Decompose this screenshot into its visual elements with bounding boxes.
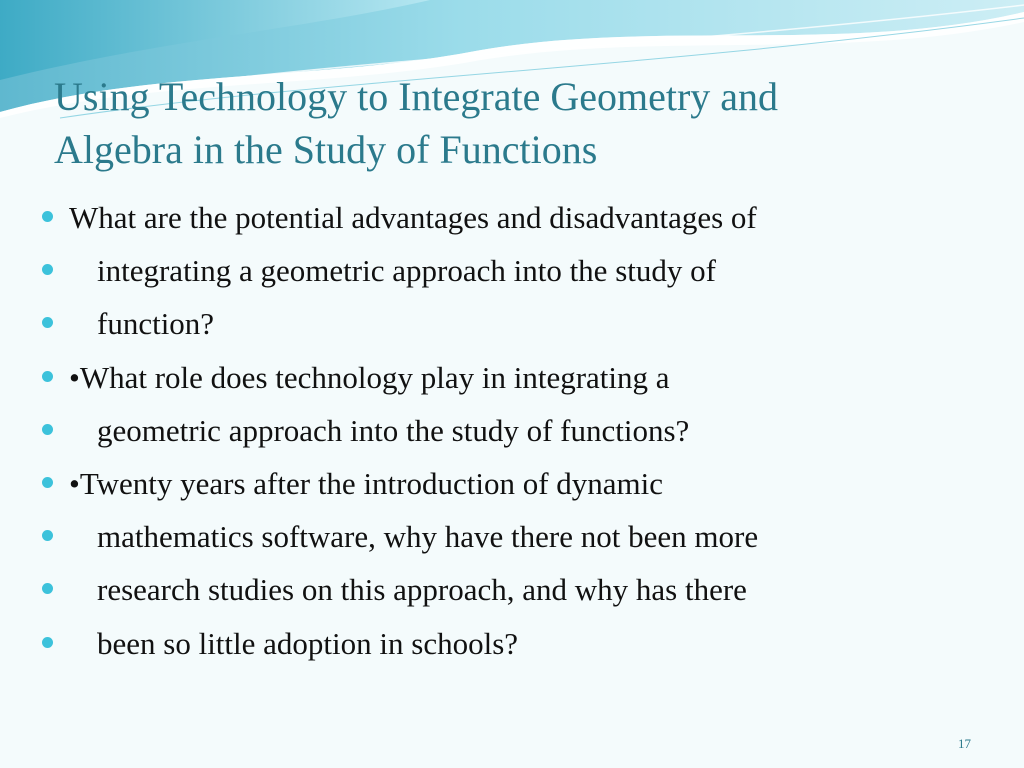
slide-title-line-1: Using Technology to Integrate Geometry and bbox=[54, 74, 779, 119]
bullet-item bbox=[42, 617, 1002, 670]
bullet-dot-icon bbox=[42, 583, 53, 594]
bullet-dot-icon bbox=[42, 211, 53, 222]
bullet-dot-icon bbox=[42, 530, 53, 541]
bullet-text: geometric approach into the study of functions? bbox=[97, 412, 690, 448]
bullet-item bbox=[42, 510, 1002, 563]
slide-title bbox=[54, 70, 954, 176]
bullet-item bbox=[42, 563, 1002, 616]
bullet-text: integrating a geometric approach into the study of bbox=[97, 253, 716, 289]
page-number: 17 bbox=[958, 736, 971, 751]
bullet-item bbox=[42, 404, 1002, 457]
bullet-text: research studies on this approach, and why has there bbox=[97, 572, 747, 608]
bullet-dot-icon bbox=[42, 424, 53, 435]
bullet-text: mathematics software, why have there not been more bbox=[97, 519, 759, 555]
bullet-text: What are the potential advantages and disadvantages of bbox=[69, 200, 757, 235]
bullet-item bbox=[42, 351, 1002, 404]
bullet-text: •Twenty years after the introduction of dynamic bbox=[69, 465, 664, 501]
bullet-text: function? bbox=[97, 306, 215, 342]
bullet-item bbox=[42, 457, 1002, 510]
bullet-list bbox=[42, 191, 1002, 670]
bullet-item bbox=[42, 297, 1002, 350]
bullet-item bbox=[42, 191, 1002, 244]
bullet-dot-icon bbox=[42, 317, 53, 328]
bullet-dot-icon bbox=[42, 371, 53, 382]
bullet-item bbox=[42, 244, 1002, 297]
bullet-text: been so little adoption in schools? bbox=[97, 625, 519, 661]
bullet-dot-icon bbox=[42, 477, 53, 488]
slide-title-line-2: Algebra in the Study of Functions bbox=[54, 127, 598, 172]
bullet-dot-icon bbox=[42, 264, 53, 275]
bullet-dot-icon bbox=[42, 637, 53, 648]
bullet-text: •What role does technology play in integrating a bbox=[69, 359, 670, 395]
